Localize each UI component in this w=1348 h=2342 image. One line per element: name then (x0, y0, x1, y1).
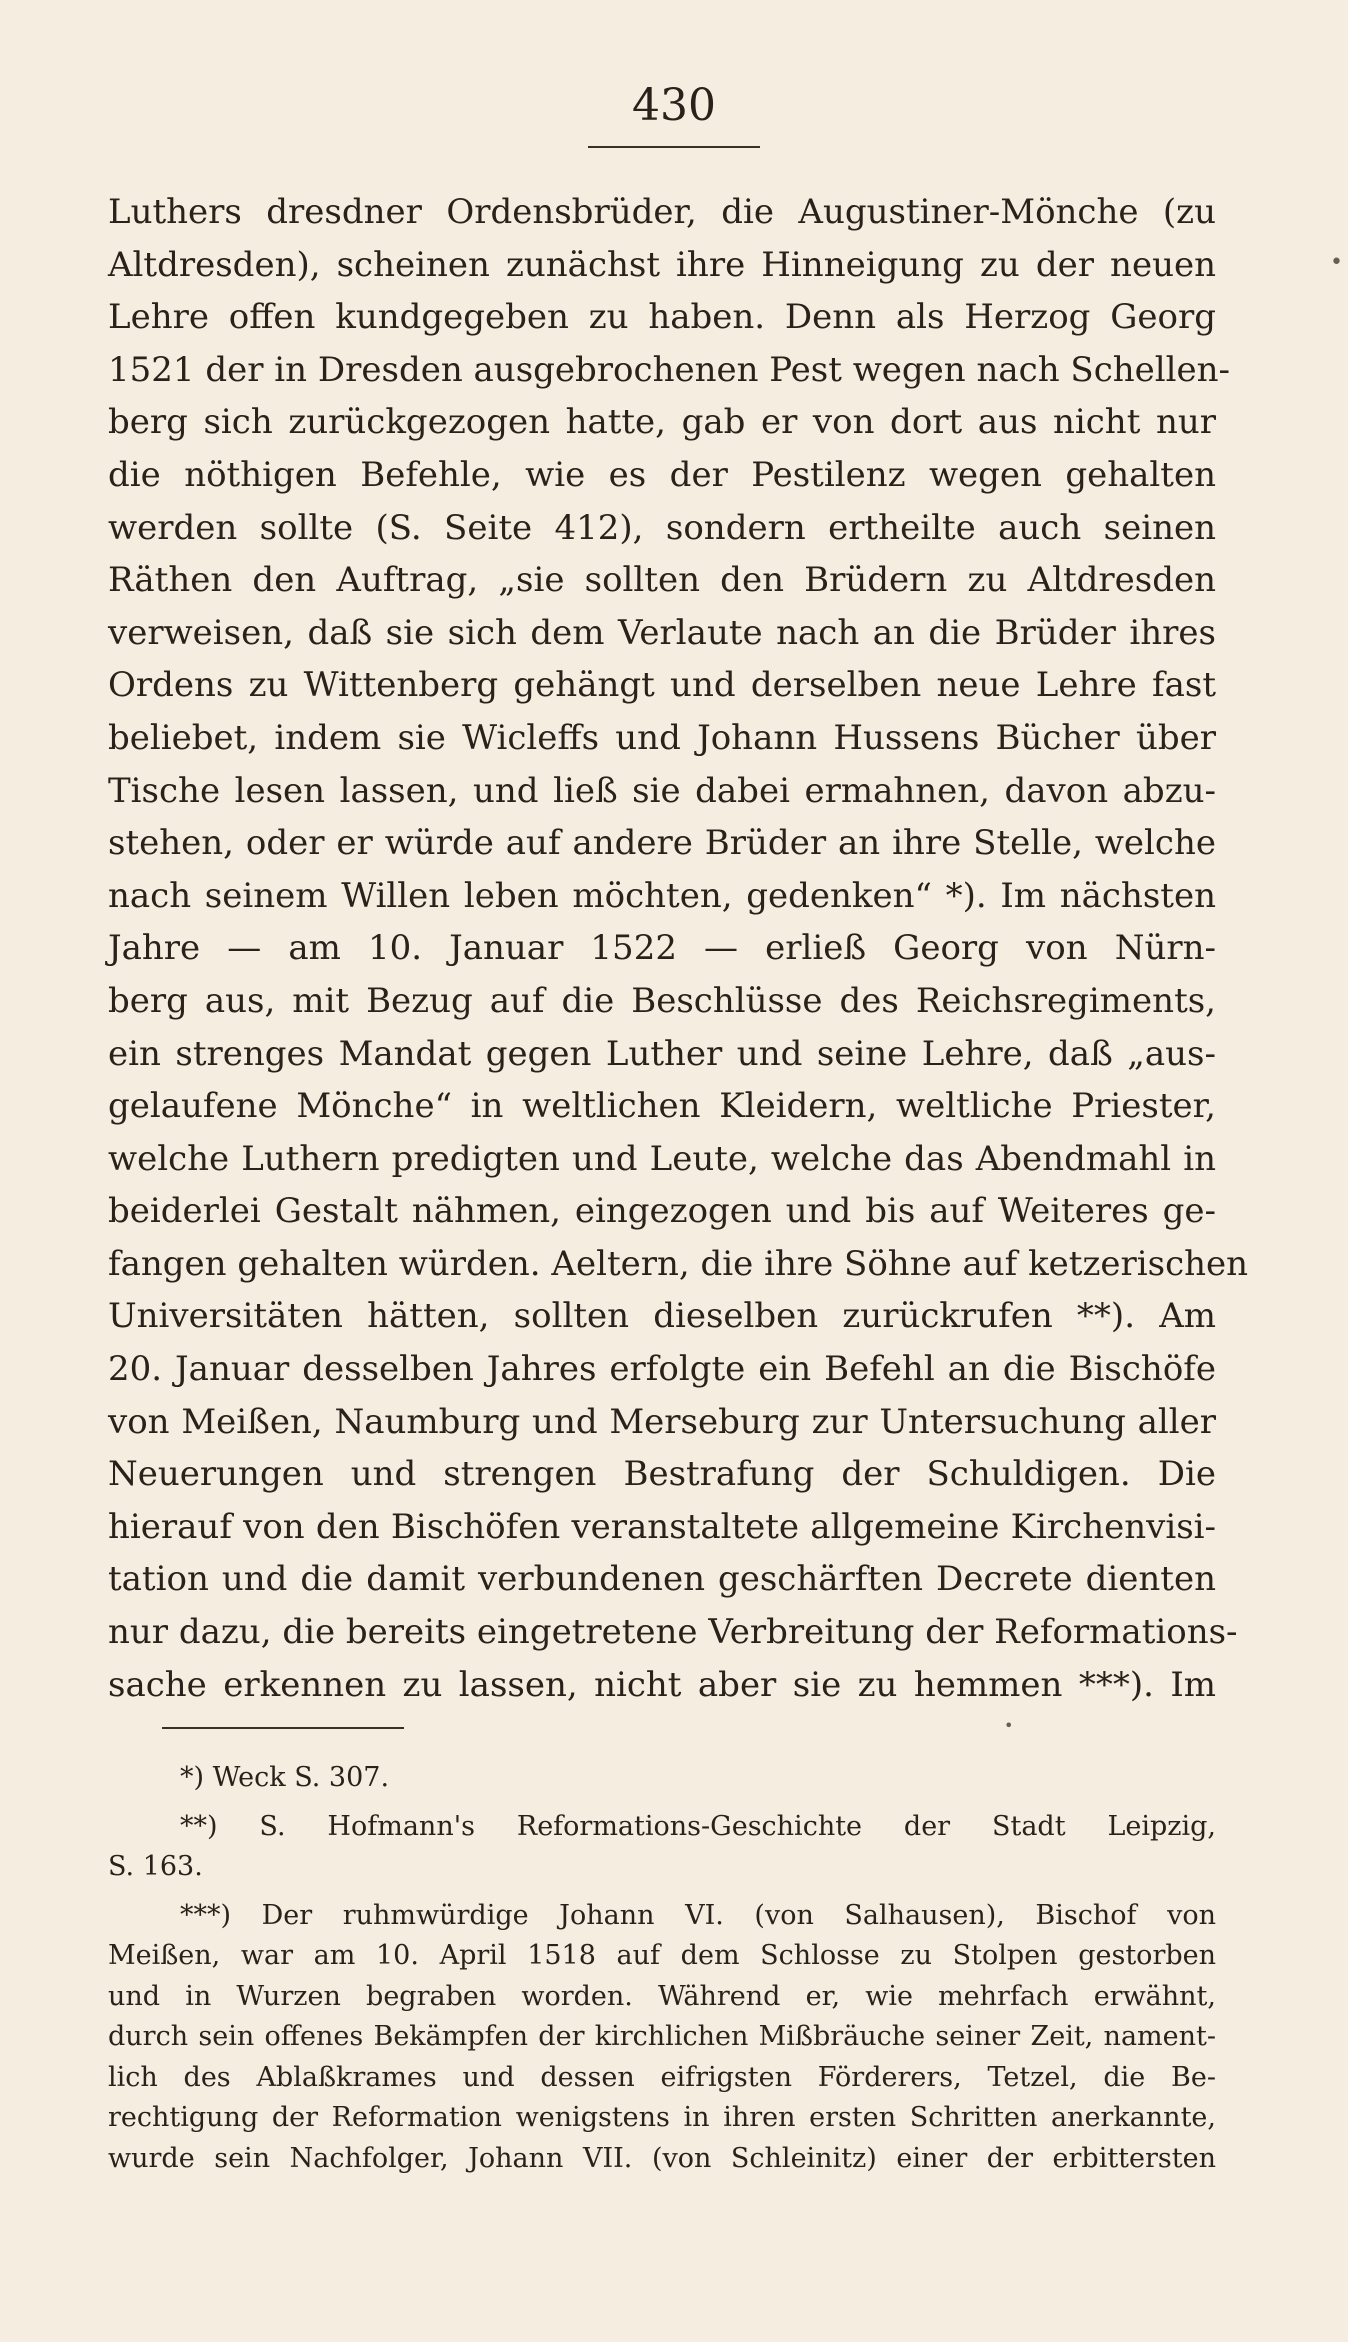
body-line: die nöthigen Befehle, wie es der Pestilenz wegen gehalten (108, 454, 1216, 495)
body-line: Universitäten hätten, sollten dieselben zurückrufen **). Am (108, 1296, 1216, 1337)
body-line: Ordens zu Wittenberg gehängt und derselben neue Lehre fast (108, 665, 1216, 706)
body-line: beiderlei Gestalt nähmen, eingezogen und bis auf Weiteres ge- (108, 1191, 1216, 1232)
body-line: verweisen, daß sie sich dem Verlaute nach an die Brüder ihres (108, 612, 1216, 653)
body-line: sache erkennen zu lassen, nicht aber sie zu hemmen ***). Im (108, 1664, 1216, 1705)
footnote-line: Meißen, war am 10. April 1518 auf dem Schlosse zu Stolpen gestorben (108, 1940, 1216, 1971)
body-text (108, 186, 1249, 1711)
footnote-line: wurde sein Nachfolger, Johann VII. (von Schleinitz) einer der erbittersten (108, 2142, 1216, 2174)
body-line: gelaufene Mönche“ in weltlichen Kleidern, weltliche Priester, (108, 1086, 1216, 1127)
body-line: werden sollte (S. Seite 412), sondern ertheilte auch seinen (108, 507, 1216, 548)
body-line: nur dazu, die bereits eingetretene Verbreitung der Reformations- (108, 1612, 1238, 1653)
body-line: 1521 der in Dresden ausgebrochenen Pest wegen nach Schellen- (108, 349, 1231, 390)
footnote-line: *) Weck S. 307. (180, 1762, 390, 1793)
body-line: 20. Januar desselben Jahres erfolgte ein Befehl an die Bischöfe (108, 1349, 1216, 1390)
body-line: Tische lesen lassen, und ließ sie dabei ermahnen, davon abzu- (108, 770, 1216, 811)
body-line: Luthers dresdner Ordensbrüder, die Augustiner-Mönche (zu (108, 192, 1216, 232)
body-line: stehen, oder er würde auf andere Brüder an ihre Stelle, welche (108, 823, 1216, 864)
body-line: hierauf von den Bischöfen veranstaltete allgemeine Kirchenvisi- (108, 1506, 1216, 1547)
footnote-line: ***) Der ruhmwürdige Johann VI. (von Salhausen), Bischof von (180, 1899, 1216, 1931)
body-line: berg sich zurückgezogen hatte, gab er von dort aus nicht nur (108, 402, 1216, 443)
footnote-line: lich des Ablaßkrames und dessen eifrigsten Förderers, Tetzel, die Be- (108, 2061, 1216, 2093)
footnote-line: durch sein offenes Bekämpfen der kirchlichen Mißbräuche seiner Zeit, nament- (108, 2021, 1216, 2052)
footnote-rule (162, 1727, 404, 1729)
body-line: beliebet, indem sie Wicleffs und Johann Hussens Bücher über (108, 717, 1216, 758)
footnote-line: **) S. Hofmann's Reformations-Geschichte der Stadt Leipzig, (180, 1810, 1216, 1842)
body-line: nach seinem Willen leben möchten, gedenken“ *). Im nächsten (108, 875, 1216, 916)
body-line: ein strenges Mandat gegen Luther und seine Lehre, daß „aus- (108, 1033, 1216, 1074)
body-line: welche Luthern predigten und Leute, welche das Abendmahl in (108, 1138, 1216, 1179)
body-line: berg aus, mit Bezug auf die Beschlüsse des Reichsregiments, (108, 980, 1216, 1021)
body-line: fangen gehalten würden. Aeltern, die ihre Söhne auf ketzerischen (108, 1243, 1249, 1284)
body-line: Räthen den Auftrag, „sie sollten den Brüdern zu Altdresden (108, 560, 1216, 601)
body-line: Jahre — am 10. Januar 1522 — erließ Georg von Nürn- (108, 928, 1216, 969)
footnotes (108, 1758, 1216, 2179)
header-rule (588, 146, 760, 148)
body-line: Neuerungen und strengen Bestrafung der Schuldigen. Die (108, 1454, 1216, 1495)
footnote-line: rechtigung der Reformation wenigstens in ihren ersten Schritten anerkannte, (108, 2102, 1216, 2133)
margin-mark: • (1330, 250, 1343, 275)
footnote-line: S. 163. (108, 1851, 203, 1882)
body-line: Lehre offen kundgegeben zu haben. Denn als Herzog Georg (108, 297, 1216, 338)
body-line: von Meißen, Naumburg und Merseburg zur Untersuchung aller (108, 1401, 1216, 1442)
body-line: Altdresden), scheinen zunächst ihre Hinneigung zu der neuen (108, 244, 1216, 285)
margin-mark: • (1004, 1716, 1014, 1735)
body-line: tation und die damit verbundenen geschärften Decrete dienten (108, 1559, 1216, 1600)
footnote-line: und in Wurzen begraben worden. Während er, wie mehrfach erwähnt, (108, 1980, 1216, 2012)
page-number: 430 (632, 80, 716, 131)
